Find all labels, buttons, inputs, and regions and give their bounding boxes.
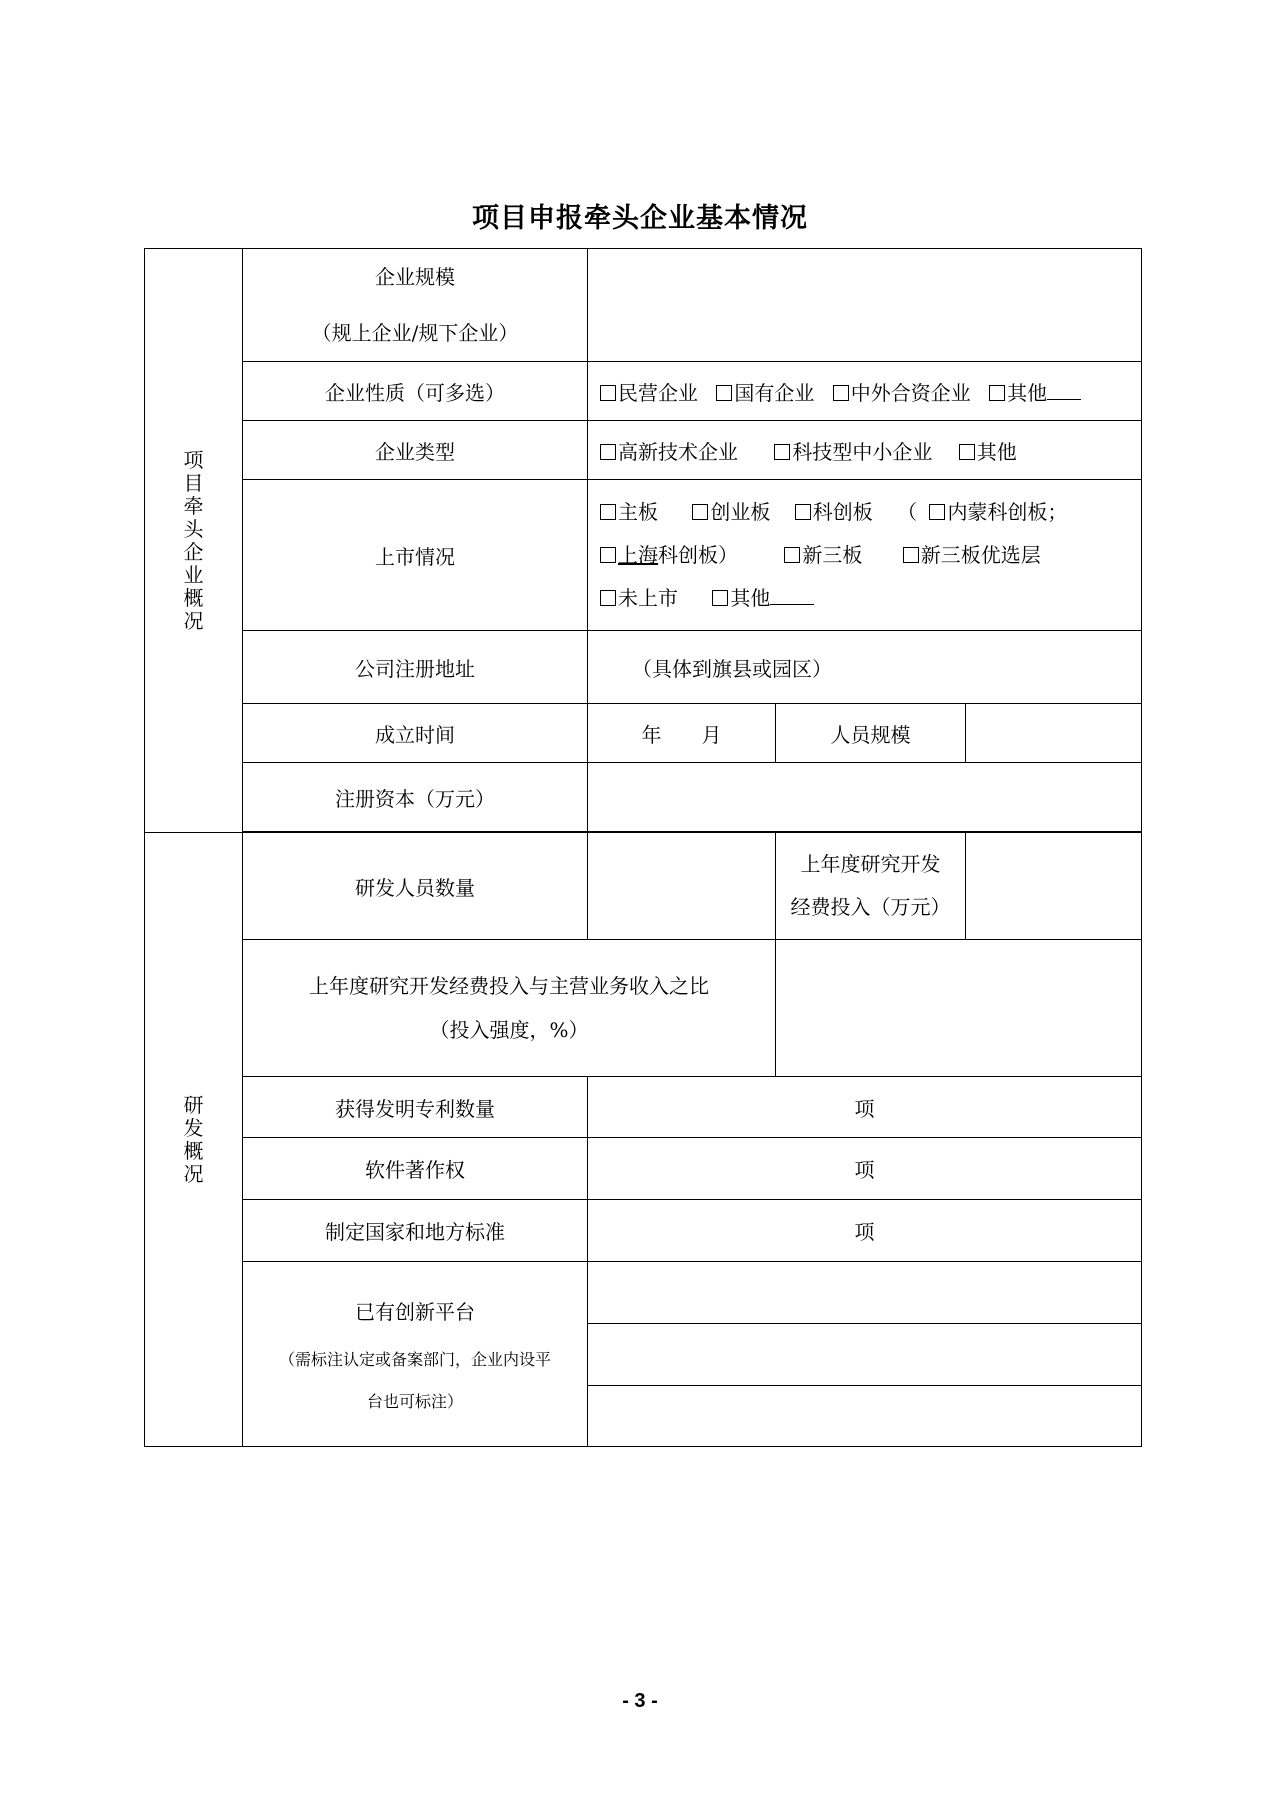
checkbox-icon[interactable]	[959, 444, 975, 460]
field-staff-size[interactable]	[966, 704, 1142, 763]
label-rd-staff: 研发人员数量	[243, 833, 588, 940]
checkbox-icon[interactable]	[712, 590, 728, 606]
label-standards: 制定国家和地方标准	[243, 1200, 588, 1262]
label-innovation-platform: 已有创新平台 （需标注认定或备案部门，企业内设平 台也可标注）	[243, 1262, 588, 1447]
label-rd-expense: 上年度研究开发 经费投入（万元）	[776, 833, 966, 940]
field-listing-status[interactable]: 主板 创业板 科创板 （ 内蒙科创板； 上海科创板） 新三板 新三板优选层 未上市 其他	[588, 480, 1142, 631]
checkbox-icon[interactable]	[600, 547, 616, 563]
checkbox-icon[interactable]	[600, 385, 616, 401]
label-company-scale: 企业规模 （规上企业/规下企业）	[243, 249, 588, 362]
checkbox-icon[interactable]	[716, 385, 732, 401]
checkbox-icon[interactable]	[600, 444, 616, 460]
field-rd-ratio[interactable]	[776, 940, 1142, 1077]
field-rd-expense[interactable]	[966, 833, 1142, 940]
field-company-scale[interactable]	[588, 249, 1142, 362]
field-company-nature[interactable]: 民营企业 国有企业 中外合资企业 其他	[588, 362, 1142, 421]
platform-entry-row[interactable]	[588, 1324, 1141, 1386]
field-registered-address[interactable]: （具体到旗县或园区）	[588, 631, 1142, 704]
checkbox-icon[interactable]	[600, 504, 616, 520]
field-innovation-platform[interactable]	[588, 1262, 1142, 1447]
platform-entry-row[interactable]	[588, 1386, 1141, 1446]
checkbox-icon[interactable]	[600, 590, 616, 606]
checkbox-icon[interactable]	[903, 547, 919, 563]
field-rd-staff[interactable]	[588, 833, 776, 940]
checkbox-icon[interactable]	[989, 385, 1005, 401]
checkbox-icon[interactable]	[692, 504, 708, 520]
field-patents[interactable]: 项	[588, 1077, 1142, 1138]
section-rd-overview: 研发概况	[145, 833, 243, 1447]
field-established-date[interactable]: 年 月	[588, 704, 776, 763]
label-listing-status: 上市情况	[243, 480, 588, 631]
platform-entry-row[interactable]	[588, 1262, 1141, 1324]
field-registered-capital[interactable]	[588, 763, 1142, 832]
label-company-type: 企业类型	[243, 421, 588, 480]
label-registered-capital: 注册资本（万元）	[243, 763, 588, 832]
page-title: 项目申报牵头企业基本情况	[472, 203, 808, 234]
label-registered-address: 公司注册地址	[243, 631, 588, 704]
label-staff-size: 人员规模	[776, 704, 966, 763]
label-rd-ratio: 上年度研究开发经费投入与主营业务收入之比 （投入强度，%）	[243, 940, 776, 1077]
company-info-table	[144, 248, 1142, 1447]
label-company-nature: 企业性质（可多选）	[243, 362, 588, 421]
label-patents: 获得发明专利数量	[243, 1077, 588, 1138]
field-standards[interactable]: 项	[588, 1200, 1142, 1262]
fill-blank[interactable]	[770, 603, 814, 605]
page-number: - 3 -	[622, 1690, 658, 1712]
field-company-type[interactable]: 高新技术企业 科技型中小企业 其他	[588, 421, 1142, 480]
checkbox-icon[interactable]	[795, 504, 811, 520]
fill-blank[interactable]	[1047, 398, 1081, 400]
label-established-date: 成立时间	[243, 704, 588, 763]
label-software-copyright: 软件著作权	[243, 1138, 588, 1200]
checkbox-icon[interactable]	[774, 444, 790, 460]
checkbox-icon[interactable]	[833, 385, 849, 401]
checkbox-icon[interactable]	[784, 547, 800, 563]
field-software-copyright[interactable]: 项	[588, 1138, 1142, 1200]
section-company-overview: 项目牵头企业概况	[145, 249, 243, 833]
checkbox-icon[interactable]	[929, 504, 945, 520]
